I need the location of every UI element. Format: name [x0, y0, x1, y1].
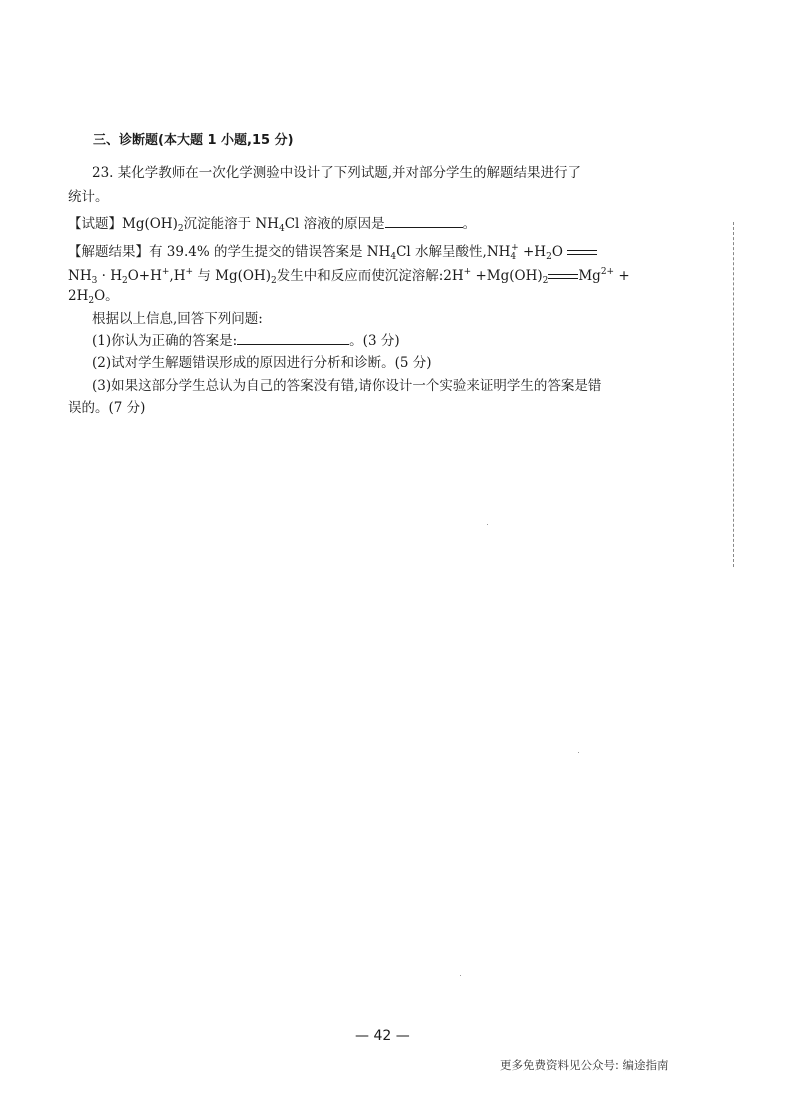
subquestion-3-line2: 误的。(7 分) [68, 400, 146, 416]
test-prompt: 【试题】$Mg(OH)_2$沉淀能溶于 $NH_4Cl$ 溶液的原因是 。 [68, 216, 477, 234]
footer-note: 更多免费资料见公众号: 编途指南 [500, 1058, 669, 1072]
page-number: — 42 — [355, 1028, 410, 1044]
subquestion-3-line1: (3)如果这部分学生总认为自己的答案没有错,请你设计一个实验来证明学生的答案是错 [92, 378, 602, 394]
answer-blank [385, 215, 463, 228]
reaction-arrow-icon [548, 273, 578, 281]
scan-speck [487, 524, 488, 525]
result-line1: 【解题结果】有 39.4% 的学生提交的错误答案是 $NH_4Cl$ 水解呈酸性$,NH_4^+ +H_2O$ [68, 238, 597, 267]
section-title: 三、诊断题(本大题 1 小题,15 分) [93, 133, 294, 148]
answer-blank [237, 332, 349, 345]
subquestion-1: (1)你认为正确的答案是: 。(3 分) [92, 333, 400, 349]
result-line2: $NH_3 \cdot H_2O+H^+,H^+$ 与 $Mg(OH)_2$发生中和反应而使沉淀溶解:2H+ $+Mg(OH)_2$ $Mg^{2+}$ + [68, 267, 630, 286]
scan-speck [460, 975, 461, 976]
question-intro-line1: 23. 某化学教师在一次化学测验中设计了下列试题,并对部分学生的解题结果进行了 [92, 165, 582, 181]
scan-speck [578, 752, 579, 753]
binding-margin-rule [733, 222, 734, 567]
answer-prompt: 根据以上信息,回答下列问题: [92, 311, 263, 327]
subquestion-2: (2)试对学生解题错误形成的原因进行分析和诊断。(5 分) [92, 355, 432, 371]
equilibrium-arrow-icon [567, 249, 597, 257]
result-line3: $2H_2O$。 [68, 288, 119, 306]
question-intro-line2: 统计。 [68, 189, 109, 205]
